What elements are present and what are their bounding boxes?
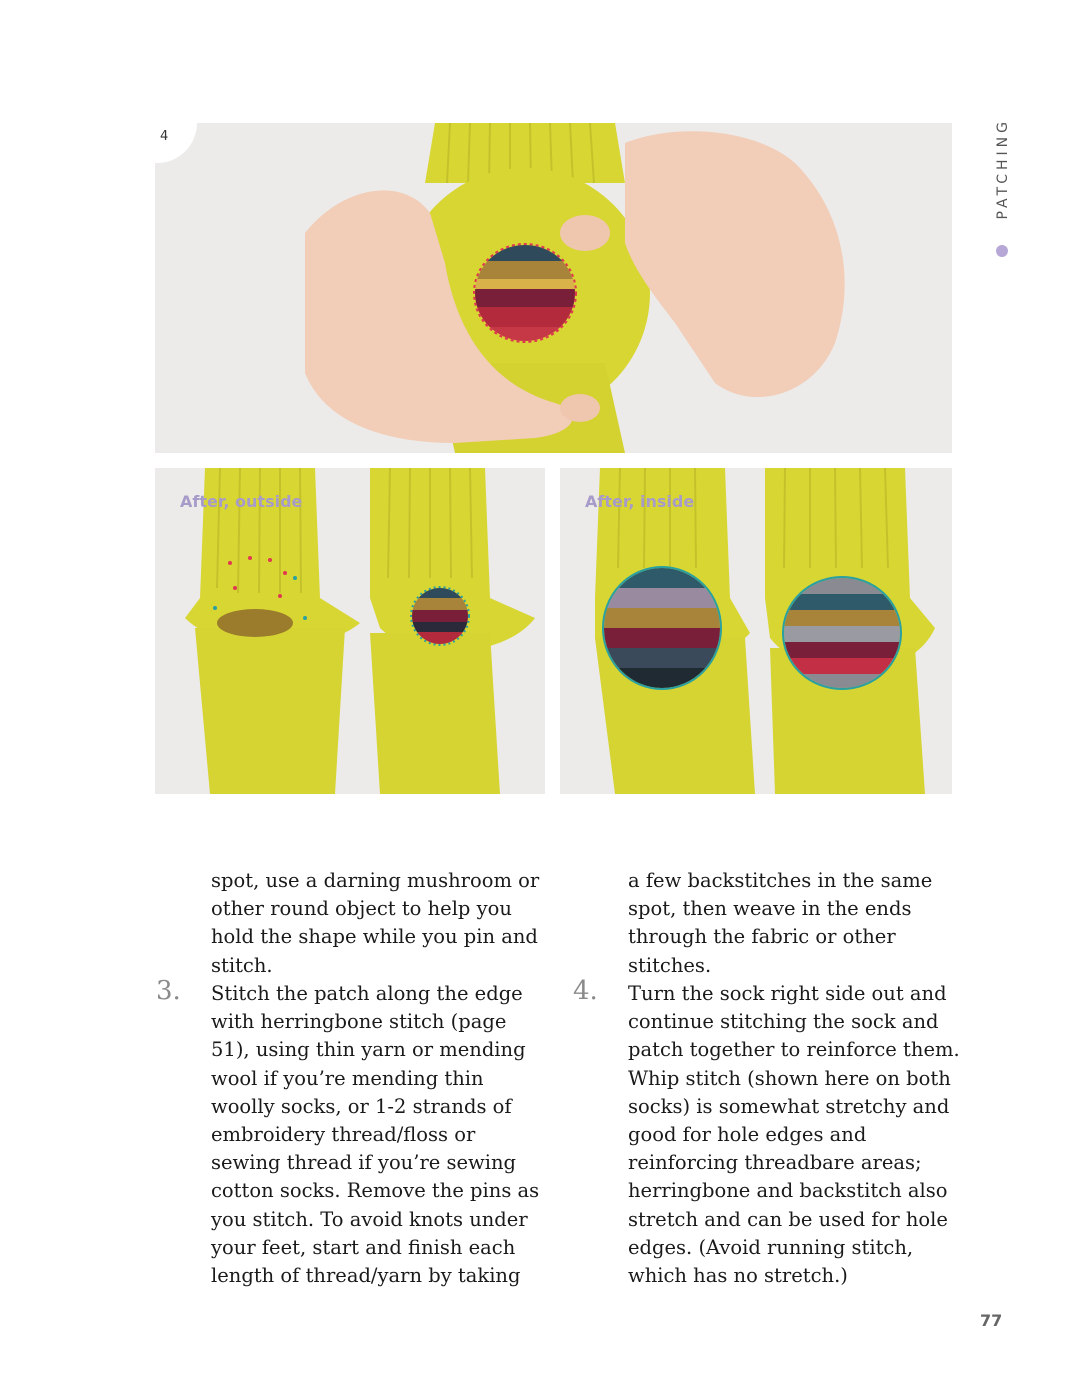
paragraph: a few backstitches in the same spot, then weave in the ends through the fabric or other stitches. (628, 869, 933, 977)
page-number: 77 (980, 1311, 1003, 1330)
step-text (211, 980, 551, 1290)
step-number: 4. (573, 976, 598, 1006)
left-column-continuation (211, 867, 551, 980)
photo-caption-outside: After, outside (180, 492, 303, 511)
paragraph: Turn the sock right side out and continue stitching the sock and patch together to reinforce them. Whip stitch (shown here on both socks) is somewhat stretchy and good for hole edges and reinforcing threadbare areas; herringbone and backstitch also stretch and can be used for hole edges. (Avoid running stitch, which has no stretch.) (628, 982, 960, 1288)
section-dot-icon (996, 245, 1008, 257)
paragraph: spot, use a darning mushroom or other round object to help you hold the shape while you pin and stitch. (211, 869, 540, 977)
section-tab-label: PATCHING (995, 118, 1011, 220)
step-badge-label: 4 (160, 129, 169, 144)
right-column-continuation (628, 867, 968, 980)
paragraph: Stitch the patch along the edge with herringbone stitch (page 51), using thin yarn or mending wool if you’re mending thin woolly socks, or 1-2 strands of embroidery thread/floss or sewing thread if you’re sewing cotton socks. Remove the pins as you stitch. To avoid knots under your feet, start and finish each length of thread/yarn by taking (211, 982, 540, 1288)
step-text (628, 980, 968, 1290)
photo-hands-stitching (155, 123, 952, 453)
section-tab (985, 118, 1021, 268)
photo-caption-inside: After, inside (585, 492, 695, 511)
step-number: 3. (156, 976, 181, 1006)
photo-after-inside (560, 468, 952, 794)
photo-after-outside (155, 468, 545, 794)
